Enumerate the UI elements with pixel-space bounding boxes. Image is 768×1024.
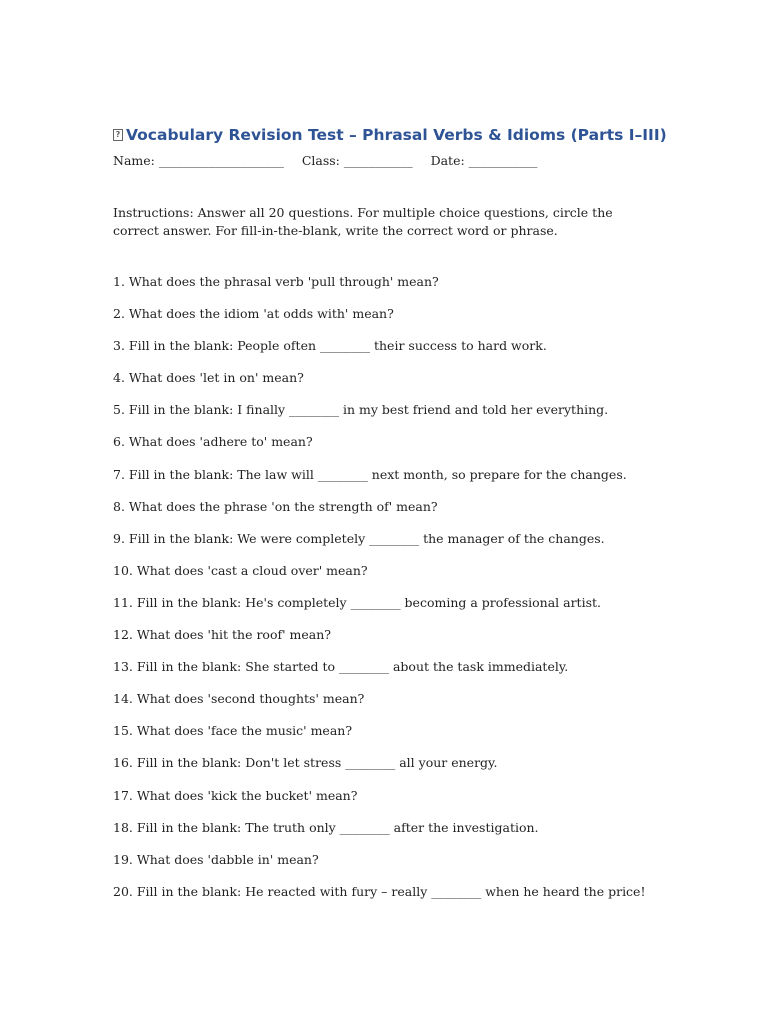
instructions: Instructions: Answer all 20 questions. For multiple choice questions, circle the correct answer. For fill-in-the-blank, write the correct word or phrase.	[113, 205, 613, 238]
question-item: 16. Fill in the blank: Don't let stress ________ all your energy.	[113, 755, 498, 771]
question-item: 1. What does the phrasal verb 'pull through' mean?	[113, 274, 439, 289]
class-field: Class: ___________	[301, 153, 413, 168]
question-list	[113, 273, 673, 915]
question-item: 3. Fill in the blank: People often ________ their success to hard work.	[113, 338, 547, 354]
question-item: 2. What does the idiom 'at odds with' mean?	[113, 306, 394, 322]
question-item: 12. What does 'hit the roof' mean?	[113, 627, 331, 643]
question-item: 5. Fill in the blank: I finally ________ in my best friend and told her everything.	[113, 402, 609, 418]
question-item: 17. What does 'kick the bucket' mean?	[113, 787, 358, 803]
question-item: 8. What does the phrase 'on the strength of' mean?	[113, 498, 438, 514]
question-item: 18. Fill in the blank: The truth only ________ after the investigation.	[113, 819, 539, 835]
page-title-text: Vocabulary Revision Test – Phrasal Verbs & Idioms (Parts I–III)	[126, 126, 667, 144]
question-item: 4. What does 'let in on' mean?	[113, 370, 304, 386]
question-item: 14. What does 'second thoughts' mean?	[113, 691, 365, 707]
question-item: 13. Fill in the blank: She started to ________ about the task immediately.	[113, 659, 569, 675]
page-title	[113, 124, 673, 146]
student-info-line	[113, 152, 673, 170]
name-field: Name: ____________________	[113, 153, 284, 168]
question-item: 15. What does 'face the music' mean?	[113, 723, 353, 739]
question-item: 20. Fill in the blank: He reacted with fury – really ________ when he heard the price!	[113, 883, 646, 899]
question-item: 9. Fill in the blank: We were completely ________ the manager of the changes.	[113, 530, 605, 546]
question-item: 19. What does 'dabble in' mean?	[113, 851, 319, 867]
date-field: Date: ___________	[430, 153, 538, 168]
question-item: 11. Fill in the blank: He's completely ________ becoming a professional artist.	[113, 594, 601, 610]
question-item: 6. What does 'adhere to' mean?	[113, 434, 313, 450]
question-item: 10. What does 'cast a cloud over' mean?	[113, 562, 368, 578]
document-icon: ?	[113, 129, 123, 141]
worksheet-page	[113, 124, 673, 915]
question-item: 7. Fill in the blank: The law will ________ next month, so prepare for the changes.	[113, 466, 627, 482]
